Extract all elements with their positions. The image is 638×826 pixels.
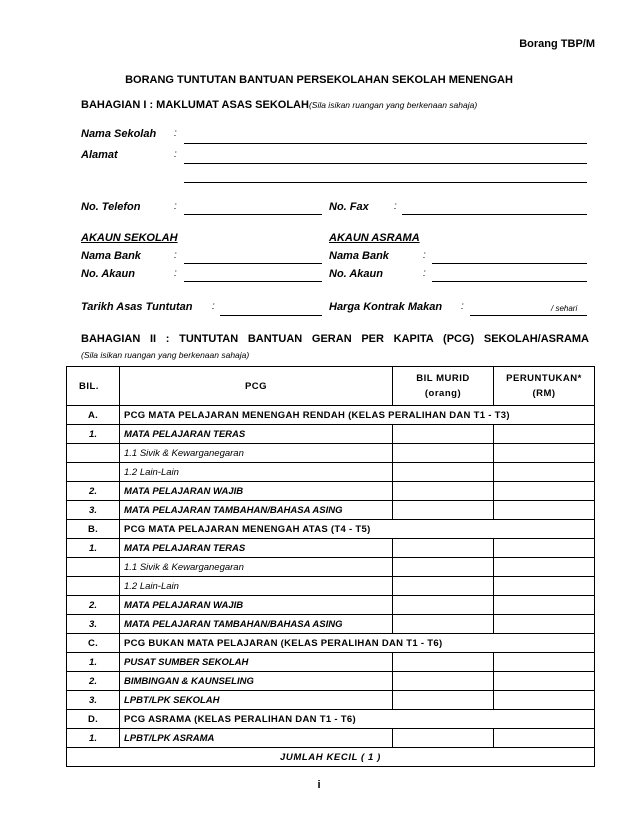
table-row	[67, 596, 595, 615]
table-section-row	[67, 520, 595, 539]
table-row	[67, 691, 595, 710]
colon: :	[212, 301, 215, 312]
total-label: JUMLAH KECIL ( 1 )	[67, 748, 595, 767]
table-row	[67, 577, 595, 596]
nama-sekolah-field[interactable]	[184, 143, 587, 144]
peruntukan-cell[interactable]	[494, 558, 595, 577]
nama-bank-asrama-field[interactable]	[432, 263, 587, 264]
tarikh-label: Tarikh Asas Tuntutan	[81, 301, 193, 313]
table-section-row	[67, 710, 595, 729]
bil-murid-cell[interactable]	[393, 691, 494, 710]
page-number: i	[317, 779, 321, 791]
row-pcg-label: 1.1 Sivik & Kewarganegaran	[120, 444, 393, 463]
peruntukan-cell[interactable]	[494, 482, 595, 501]
no-akaun-sekolah-field[interactable]	[184, 281, 322, 282]
no-akaun-asrama-field[interactable]	[432, 281, 587, 282]
form-title: BORANG TUNTUTAN BANTUAN PERSEKOLAHAN SEKOLAH MENENGAH	[125, 74, 513, 86]
row-bil: C.	[67, 634, 120, 653]
row-pcg-label: MATA PELAJARAN TAMBAHAN/BAHASA ASING	[120, 501, 393, 520]
header-peruntukan	[494, 367, 595, 406]
row-section-title: PCG BUKAN MATA PELAJARAN (KELAS PERALIHAN DAN T1 - T6)	[120, 634, 595, 653]
colon: :	[461, 301, 464, 312]
peruntukan-cell[interactable]	[494, 653, 595, 672]
peruntukan-cell[interactable]	[494, 729, 595, 748]
row-pcg-label: MATA PELAJARAN WAJIB	[120, 482, 393, 501]
alamat-label: Alamat	[81, 149, 118, 161]
header-pcg: PCG	[120, 367, 393, 406]
table-row	[67, 615, 595, 634]
header-bil-murid	[393, 367, 494, 406]
section1-note: (Sila isikan ruangan yang berkenaan sahaja)	[308, 100, 478, 110]
row-bil: 2.	[67, 482, 120, 501]
table-header-row	[67, 367, 595, 406]
section2-note: (Sila isikan ruangan yang berkenaan sahaja)	[81, 350, 250, 360]
colon: :	[394, 201, 397, 212]
row-pcg-label: LPBT/LPK SEKOLAH	[120, 691, 393, 710]
table-section-row	[67, 406, 595, 425]
peruntukan-cell[interactable]	[494, 444, 595, 463]
table-row	[67, 653, 595, 672]
row-bil: B.	[67, 520, 120, 539]
bil-murid-cell[interactable]	[393, 558, 494, 577]
table-total-row	[67, 748, 595, 767]
colon: :	[174, 268, 177, 279]
peruntukan-cell[interactable]	[494, 615, 595, 634]
alamat-field-2[interactable]	[184, 182, 587, 183]
bil-murid-cell[interactable]	[393, 729, 494, 748]
table-section-row	[67, 634, 595, 653]
section1-title: BAHAGIAN I : MAKLUMAT ASAS SEKOLAH	[81, 99, 309, 111]
pcg-table	[66, 366, 595, 767]
section2-heading: BAHAGIAN II : TUNTUTAN BANTUAN GERAN PER KAPITA (PCG) SEKOLAH/ASRAMA	[81, 333, 589, 345]
form-code: Borang TBP/M	[519, 38, 595, 50]
no-akaun-label: No. Akaun	[81, 268, 135, 280]
row-bil: 2.	[67, 596, 120, 615]
row-bil: 3.	[67, 501, 120, 520]
row-pcg-label: PUSAT SUMBER SEKOLAH	[120, 653, 393, 672]
no-telefon-field[interactable]	[184, 214, 322, 215]
section1-heading	[81, 99, 477, 111]
row-pcg-label: 1.2 Lain-Lain	[120, 463, 393, 482]
header-peruntukan-unit: (RM)	[532, 388, 556, 399]
no-fax-label: No. Fax	[329, 201, 369, 213]
sehari-text: / sehari	[551, 304, 578, 313]
row-bil: A.	[67, 406, 120, 425]
table-row	[67, 463, 595, 482]
row-section-title: PCG MATA PELAJARAN MENENGAH RENDAH (KELAS PERALIHAN DAN T1 - T3)	[120, 406, 595, 425]
table-row	[67, 672, 595, 691]
bil-murid-cell[interactable]	[393, 596, 494, 615]
table-row	[67, 482, 595, 501]
header-bil: BIL.	[67, 367, 120, 406]
colon: :	[174, 201, 177, 212]
row-pcg-label: MATA PELAJARAN WAJIB	[120, 596, 393, 615]
row-bil: 1.	[67, 425, 120, 444]
row-bil: 1.	[67, 729, 120, 748]
table-row	[67, 425, 595, 444]
peruntukan-cell[interactable]	[494, 501, 595, 520]
alamat-field-1[interactable]	[184, 163, 587, 164]
no-akaun-label: No. Akaun	[329, 268, 383, 280]
row-pcg-label: MATA PELAJARAN TERAS	[120, 425, 393, 444]
peruntukan-cell[interactable]	[494, 596, 595, 615]
header-bil-murid-label: BIL MURID	[416, 373, 470, 384]
table-row	[67, 444, 595, 463]
peruntukan-cell[interactable]	[494, 691, 595, 710]
row-bil: 3.	[67, 615, 120, 634]
row-pcg-label: MATA PELAJARAN TERAS	[120, 539, 393, 558]
row-bil	[67, 558, 120, 577]
row-bil: D.	[67, 710, 120, 729]
peruntukan-cell[interactable]	[494, 539, 595, 558]
bil-murid-cell[interactable]	[393, 615, 494, 634]
harga-label: Harga Kontrak Makan	[329, 301, 443, 313]
row-section-title: PCG ASRAMA (KELAS PERALIHAN DAN T1 - T6)	[120, 710, 595, 729]
colon: :	[174, 128, 177, 139]
colon: :	[174, 250, 177, 261]
nama-sekolah-label: Nama Sekolah	[81, 128, 157, 140]
row-bil: 3.	[67, 691, 120, 710]
row-section-title: PCG MATA PELAJARAN MENENGAH ATAS (T4 - T5)	[120, 520, 595, 539]
akaun-sekolah-heading: AKAUN SEKOLAH	[81, 232, 178, 244]
harga-field[interactable]	[470, 315, 587, 316]
table-row	[67, 558, 595, 577]
bil-murid-cell[interactable]	[393, 577, 494, 596]
row-bil: 2.	[67, 672, 120, 691]
colon: :	[423, 268, 426, 279]
peruntukan-cell[interactable]	[494, 672, 595, 691]
header-bil-murid-unit: (orang)	[424, 388, 462, 399]
row-pcg-label: BIMBINGAN & KAUNSELING	[120, 672, 393, 691]
row-bil	[67, 444, 120, 463]
bil-murid-cell[interactable]	[393, 444, 494, 463]
bil-murid-cell[interactable]	[393, 425, 494, 444]
table-row	[67, 501, 595, 520]
row-pcg-label: MATA PELAJARAN TAMBAHAN/BAHASA ASING	[120, 615, 393, 634]
nama-bank-label: Nama Bank	[81, 250, 141, 262]
nama-bank-label: Nama Bank	[329, 250, 389, 262]
table-row	[67, 729, 595, 748]
row-bil	[67, 463, 120, 482]
peruntukan-cell[interactable]	[494, 463, 595, 482]
akaun-asrama-heading: AKAUN ASRAMA	[329, 232, 420, 244]
peruntukan-cell[interactable]	[494, 577, 595, 596]
row-bil: 1.	[67, 653, 120, 672]
nama-bank-sekolah-field[interactable]	[184, 263, 322, 264]
peruntukan-cell[interactable]	[494, 425, 595, 444]
row-bil	[67, 577, 120, 596]
table-row	[67, 539, 595, 558]
row-bil: 1.	[67, 539, 120, 558]
bil-murid-cell[interactable]	[393, 653, 494, 672]
no-telefon-label: No. Telefon	[81, 201, 141, 213]
row-pcg-label: 1.1 Sivik & Kewarganegaran	[120, 558, 393, 577]
bil-murid-cell[interactable]	[393, 501, 494, 520]
tarikh-field[interactable]	[220, 315, 322, 316]
no-fax-field[interactable]	[402, 214, 587, 215]
row-pcg-label: LPBT/LPK ASRAMA	[120, 729, 393, 748]
bil-murid-cell[interactable]	[393, 539, 494, 558]
row-pcg-label: 1.2 Lain-Lain	[120, 577, 393, 596]
bil-murid-cell[interactable]	[393, 482, 494, 501]
colon: :	[423, 250, 426, 261]
bil-murid-cell[interactable]	[393, 463, 494, 482]
colon: :	[174, 149, 177, 160]
header-peruntukan-label: PERUNTUKAN*	[506, 373, 582, 384]
bil-murid-cell[interactable]	[393, 672, 494, 691]
